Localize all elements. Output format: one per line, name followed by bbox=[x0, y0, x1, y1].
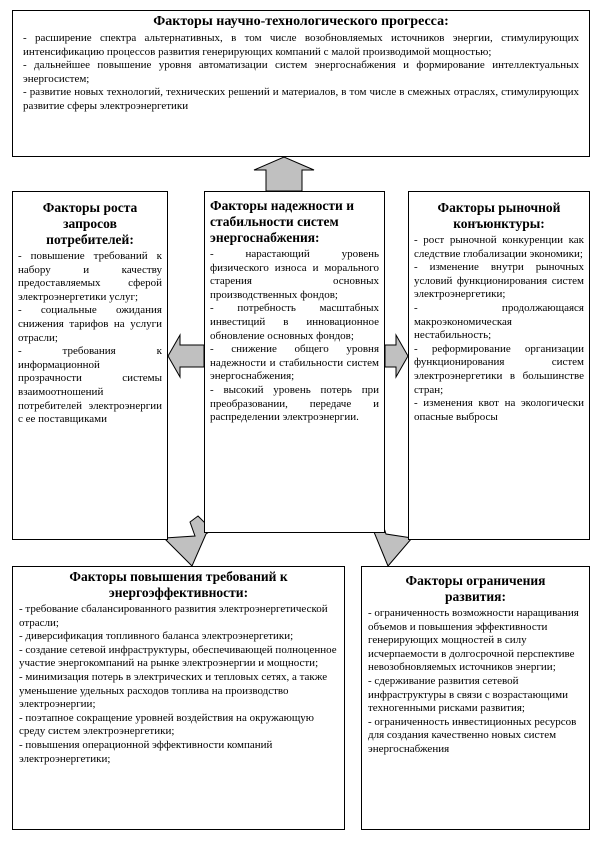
box-title: Факторы рыночной конъюнктуры: bbox=[437, 200, 561, 231]
list-item: - повышение требований к набору и качеству предоставляемых сферой электроэнергетики услуг; bbox=[18, 250, 162, 303]
box-reliability bbox=[204, 191, 385, 533]
list-item: - высокий уровень потерь при преобразовании, передаче и распределении электроэнергии. bbox=[210, 383, 379, 424]
list-item: - нарастающий уровень физического износа и морального старения основных производственных фондов; bbox=[210, 248, 379, 301]
box-title: Факторы научно-технологического прогресса: bbox=[153, 14, 449, 29]
box-title: Факторы роста запросов потребителей: bbox=[42, 200, 138, 247]
box-scientific-progress bbox=[12, 10, 590, 157]
list-item: - реформирование организации функционирования систем электроэнергетики в большинстве стран; bbox=[414, 342, 584, 396]
list-item: - развитие новых технологий, технических решений и материалов, в том числе в смежных отраслях, стимулирующих развитие сферы электроэнергетики bbox=[23, 86, 579, 112]
list-item: - изменения квот на экологически опасные выбросы bbox=[414, 397, 584, 423]
box-market-conditions bbox=[408, 191, 590, 540]
list-item: - сдерживание развития сетевой инфраструктуры в связи с возрастающими техногенными рисками развития; bbox=[368, 674, 568, 715]
list-item: - минимизация потерь в электрических и тепловых сетях, а также уменьшение удельных расходов топлива на производство электроэнергии; bbox=[19, 670, 328, 711]
list-item: - ограниченность инвестиционных ресурсов для создания качественно новых систем энергоснабжения bbox=[368, 715, 577, 755]
box-title: Факторы повышения требований к энергоэффективности: bbox=[69, 569, 288, 600]
list-item: - создание сетевой инфраструктуры, обеспечивающей полноценное участие энергокомпаний на рынке электроэнергии и мощности; bbox=[19, 643, 337, 670]
list-item: - поэтапное сокращение уровней воздействия на окружающую среду систем электроэнергетики; bbox=[19, 711, 315, 738]
list-item: - расширение спектра альтернативных, в том числе возобновляемых источников энергии, стимулирующих интенсификацию процессов развития генерирующих компаний с малой производимой мощностью; bbox=[23, 32, 579, 58]
list-item: - продолжающаяся макроэкономическая нестабильность; bbox=[414, 301, 584, 342]
box-energy-efficiency bbox=[12, 566, 345, 830]
list-item: - ограниченность возможности наращивания объемов и повышения эффективности генерирующих мощностей в силу исчерпаемости в долгосрочной перспективе невозобновляемых источников энергии; bbox=[368, 607, 579, 674]
box-development-limits bbox=[361, 566, 590, 830]
arrow-right-icon bbox=[385, 335, 408, 377]
list-item: - требования к информационной прозрачности системы взаимоотношений потребителей электроэнергии с ее поставщиками bbox=[18, 345, 162, 426]
box-title: Факторы ограничения развития: bbox=[405, 573, 546, 604]
list-item: - рост рыночной конкуренции как следствие глобализации экономики; bbox=[414, 234, 584, 260]
arrow-up-icon bbox=[254, 157, 314, 191]
box-title: Факторы надежности и стабильности систем энергоснабжения: bbox=[210, 198, 354, 245]
list-item: - повышения операционной эффективности компаний электроэнергетики; bbox=[19, 738, 273, 765]
list-item: - дальнейшее повышение уровня автоматизации систем энергоснабжения и формирование интеллектуальных энергосистем; bbox=[23, 59, 579, 85]
list-item: - диверсификация топливного баланса электроэнергетики; bbox=[19, 630, 294, 643]
list-item: - требование сбалансированного развития электроэнергетической отрасли; bbox=[19, 603, 328, 629]
list-item: - социальные ожидания снижения тарифов на услуги отрасли; bbox=[18, 304, 162, 344]
arrow-left-icon bbox=[168, 335, 204, 377]
list-item: - снижение общего уровня надежности и стабильности систем энергоснабжения; bbox=[210, 343, 379, 383]
box-consumer-demand bbox=[12, 191, 168, 540]
list-item: - изменение внутри рыночных условий функционирования систем электроэнергетики; bbox=[414, 261, 584, 301]
list-item: - потребность масштабных инвестиций в инновационное обновление основных фондов; bbox=[210, 302, 379, 342]
